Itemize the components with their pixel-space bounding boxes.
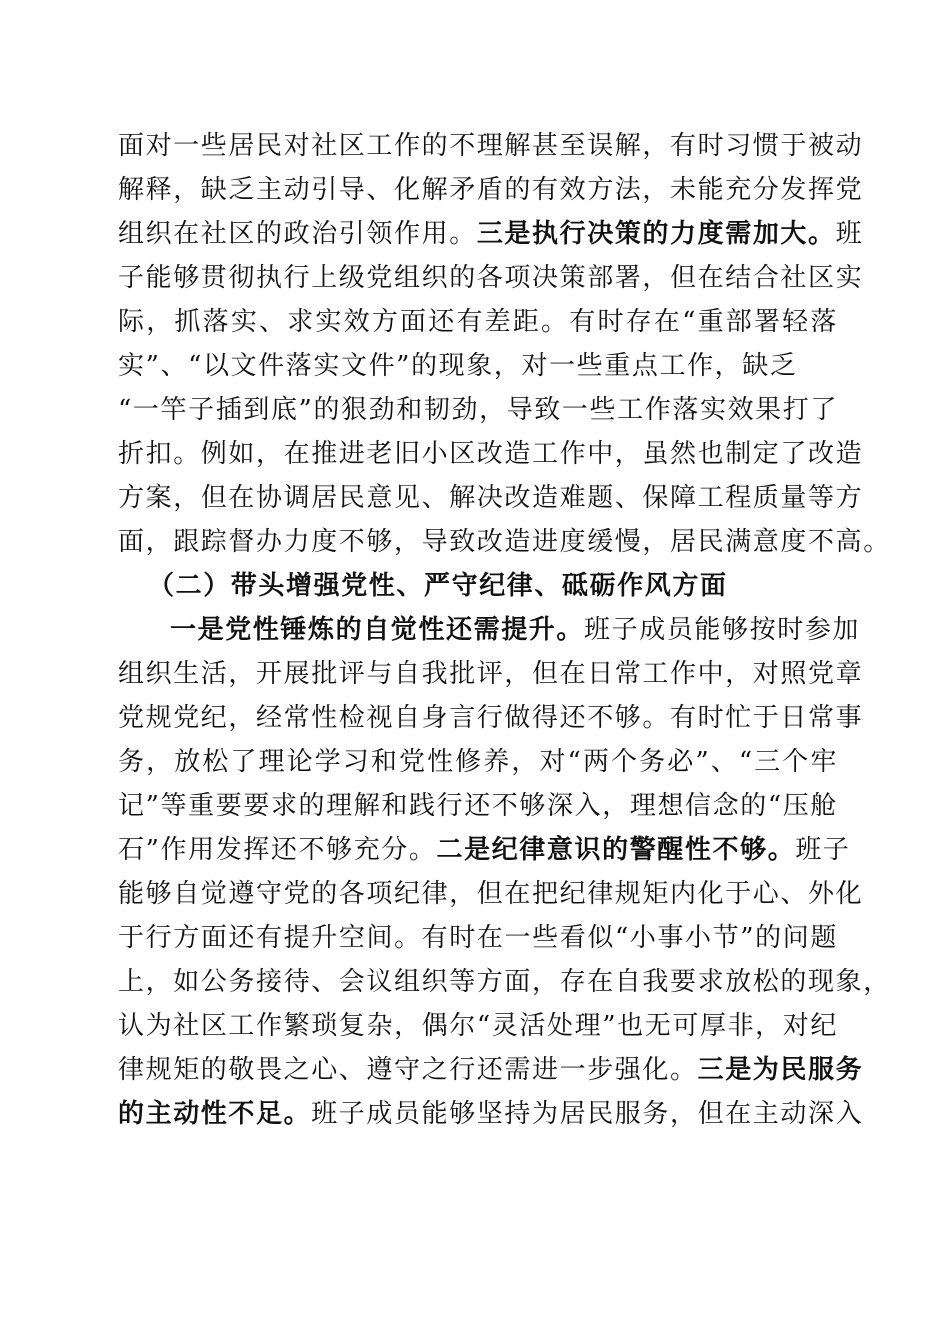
bold-heading-run: 二是纪律意识的警醒性不够。 [436, 835, 796, 865]
section-heading [148, 564, 828, 608]
text-run: 律规矩的敬畏之心、遵守之行还需进一步强化。 [118, 1055, 698, 1085]
paragraph-line [118, 520, 891, 564]
text-run: 班子 [795, 835, 851, 865]
paragraph-line [118, 872, 864, 916]
text-run: 折扣。例如，在推进老旧小区改造工作中，虽然也制定了改造 [118, 439, 864, 469]
text-run: 能够自觉遵守党的各项纪律，但在把纪律规矩内化于心、外化 [118, 879, 864, 909]
paragraph-line [118, 1004, 838, 1048]
paragraph-line [118, 960, 891, 1004]
paragraph-line [118, 168, 864, 212]
bold-heading-run: 的主动性不足。 [118, 1099, 312, 1129]
paragraph-line [118, 388, 838, 432]
text-run: 子能够贯彻执行上级党组织的各项决策部署，但在结合社区实 [118, 263, 864, 293]
paragraph-line [118, 652, 864, 696]
text-run: 面，跟踪督办力度不够，导致改造进度缓慢，居民满意度不高。 [118, 527, 891, 557]
text-run: 际，抓落实、求实效方面还有差距。有时存在“重部署轻落 [118, 307, 838, 337]
text-run: 组织在社区的政治引领作用。 [118, 219, 477, 249]
bold-heading-run: 一是党性锤炼的自觉性还需提升。 [170, 615, 585, 645]
text-run: 党规党纪，经常性检视自身言行做得还不够。有时忙于日常事 [118, 703, 864, 733]
text-run: 解释，缺乏主动引导、化解矛盾的有效方法，未能充分发挥党 [118, 175, 864, 205]
text-run: 记”等重要要求的理解和践行还不够深入，理想信念的“压舱 [118, 791, 838, 821]
text-run: 上，如公务接待、会议组织等方面，存在自我要求放松的现象， [118, 967, 891, 997]
paragraph-line [118, 784, 838, 828]
bold-heading-run: 三是为民服务 [697, 1055, 864, 1085]
paragraph-line [118, 828, 851, 872]
text-run: 班子成员能够按时参加 [584, 615, 861, 645]
paragraph-line [118, 344, 838, 388]
bold-heading-run: 三是执行决策的力度需加大。 [476, 219, 836, 249]
paragraph-line [118, 300, 838, 344]
text-run: 于行方面还有提升空间。有时在一些看似“小事小节”的问题 [118, 923, 838, 953]
paragraph-line [118, 212, 864, 256]
text-run: 组织生活，开展批评与自我批评，但在日常工作中，对照党章 [118, 659, 864, 689]
paragraph-line [118, 740, 838, 784]
bold-heading-run: （二）带头增强党性、严守纪律、砥砺作风方面 [148, 571, 728, 601]
text-run: 石”作用发挥还不够充分。 [118, 835, 437, 865]
paragraph-line [170, 608, 861, 652]
text-run: 方案，但在协调居民意见、解决改造难题、保障工程质量等方 [118, 483, 864, 513]
paragraph-line [118, 916, 838, 960]
text-run: 务，放松了理论学习和党性修养，对“两个务必”、“三个牢 [118, 747, 838, 777]
text-run: 实”、“以文件落实文件”的现象，对一些重点工作，缺乏 [118, 351, 798, 381]
paragraph-line [118, 432, 864, 476]
paragraph-line [118, 1048, 864, 1092]
text-run: 面对一些居民对社区工作的不理解甚至误解，有时习惯于被动 [118, 131, 864, 161]
paragraph-line [118, 1092, 864, 1136]
text-run: 班 [835, 219, 864, 249]
paragraph-line [118, 124, 864, 168]
text-run: 班子成员能够坚持为居民服务，但在主动深入 [311, 1099, 864, 1129]
text-run: “一竿子插到底”的狠劲和韧劲，导致一些工作落实效果打了 [118, 395, 838, 425]
text-run: 认为社区工作繁琐复杂，偶尔“灵活处理”也无可厚非，对纪 [118, 1011, 838, 1041]
paragraph-line [118, 256, 864, 300]
paragraph-line [118, 476, 864, 520]
paragraph-line [118, 696, 864, 740]
